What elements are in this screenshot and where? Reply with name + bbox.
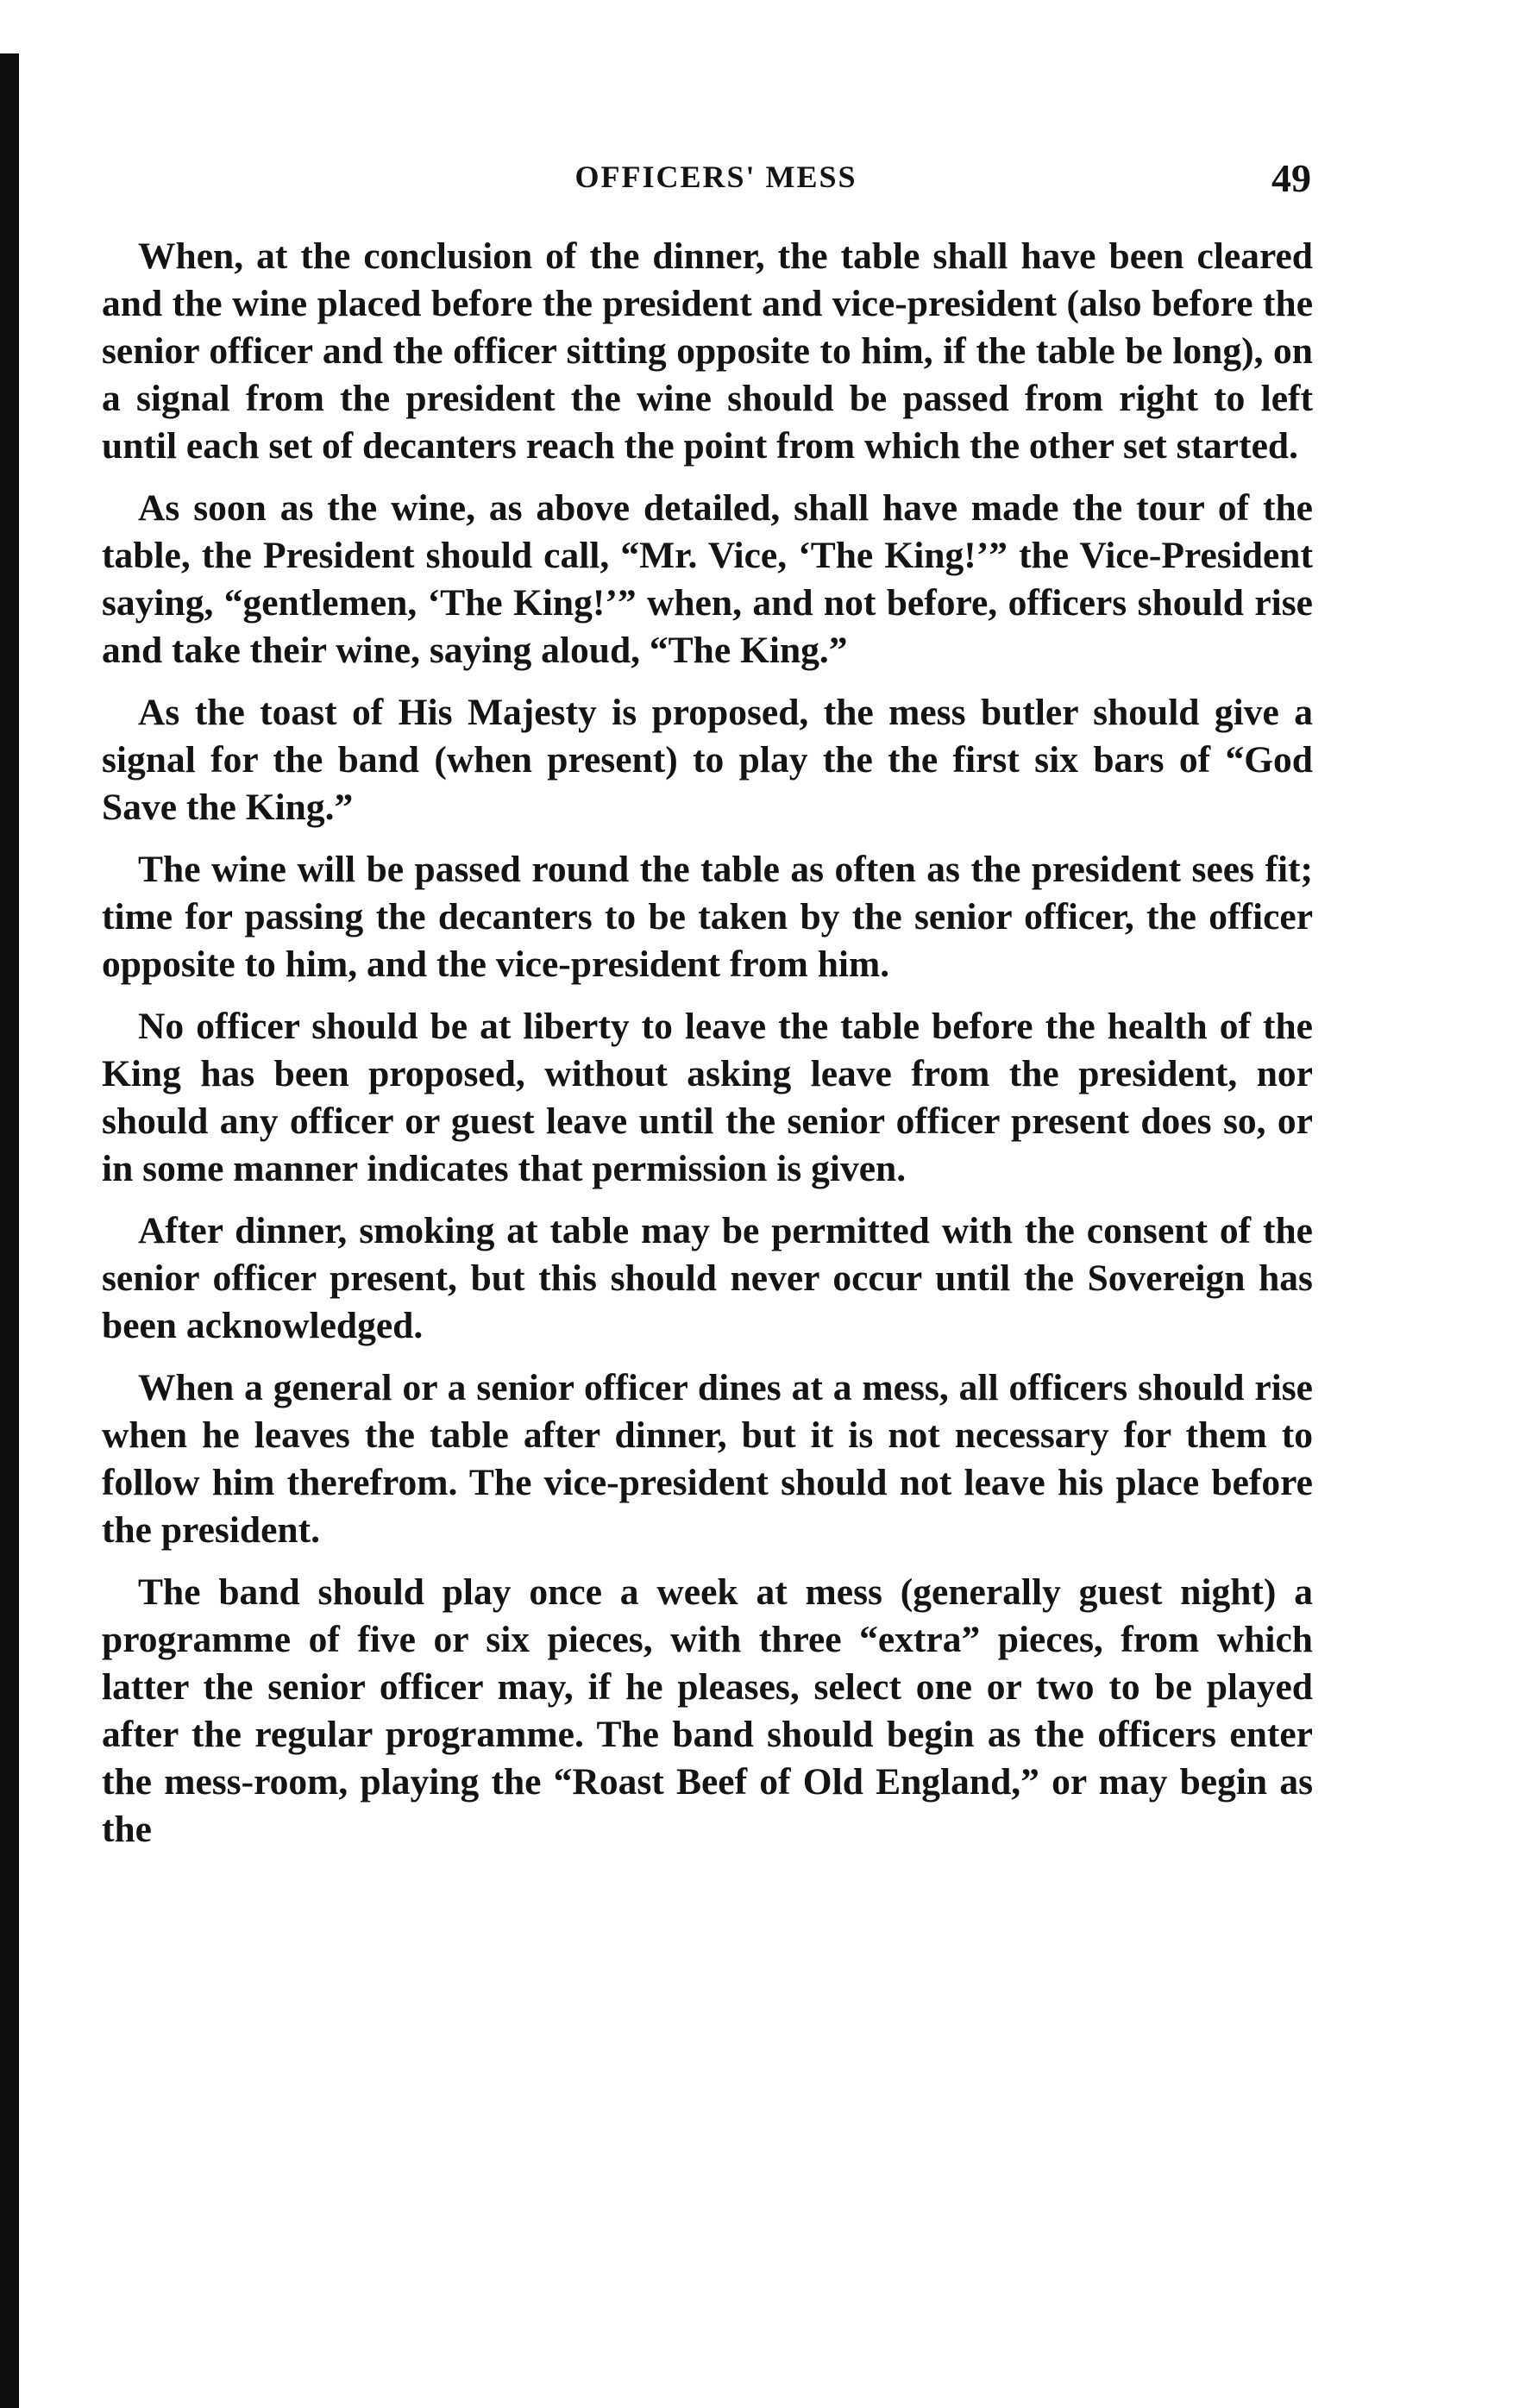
page-number: 49 [1271, 156, 1311, 200]
paragraph-decanters: The wine will be passed round the table as often as the president sees fit; time for passing the decanters to be taken by the senior officer, the officer opposite to him, and the vice-president from him. [102, 849, 1313, 985]
paragraph-smoking: After dinner, smoking at table may be permitted with the consent of the senior officer present, but this should never occur until the Sovereign has been acknowledged. [102, 1210, 1313, 1346]
paragraph-leaving-table: No officer should be at liberty to leave the table before the health of the King has been proposed, without asking leave from the president, nor should any officer or guest leave until the senior officer present does so, or in some manner indicates that permission is given. [102, 1006, 1313, 1189]
running-head: OFFICERS' MESS [574, 160, 857, 194]
page-header [121, 156, 1311, 210]
paragraph-wine-passing: When, at the conclusion of the dinner, the table shall have been cleared and the wine placed before the president and vice-president (also before the senior officer and the officer sitting opposite to him, if the table be long), on a signal from the president the wine should be passed from right to left until each set of decanters reach the point from which the other set started. [102, 235, 1313, 467]
paragraph-band-programme: The band should play once a week at mess (generally guest night) a programme of five or six pieces, with three “extra” pieces, from which latter the senior officer may, if he pleases, select one or two to be played after the regular programme. The band should begin as the officers enter the mess-room, playing the “Roast Beef of Old England,” or may begin as the [102, 1571, 1313, 1850]
paragraph-band-signal: As the toast of His Majesty is proposed, the mess butler should give a signal for the band (when present) to play the the first six bars of “God Save the King.” [102, 692, 1313, 828]
body-text [102, 233, 1313, 1868]
scan-edge-border [0, 53, 19, 2408]
paragraph-kings-toast: As soon as the wine, as above detailed, shall have made the tour of the table, the President should call, “Mr. Vice, ‘The King!’” the Vice-President saying, “gentlemen, ‘The King!’” when, and not before, officers should rise and take their wine, saying aloud, “The King.” [102, 487, 1313, 671]
paragraph-senior-officer: When a general or a senior officer dines at a mess, all officers should rise when he leaves the table after dinner, but it is not necessary for them to follow him therefrom. The vice-president should not leave his place before the president. [102, 1367, 1313, 1551]
